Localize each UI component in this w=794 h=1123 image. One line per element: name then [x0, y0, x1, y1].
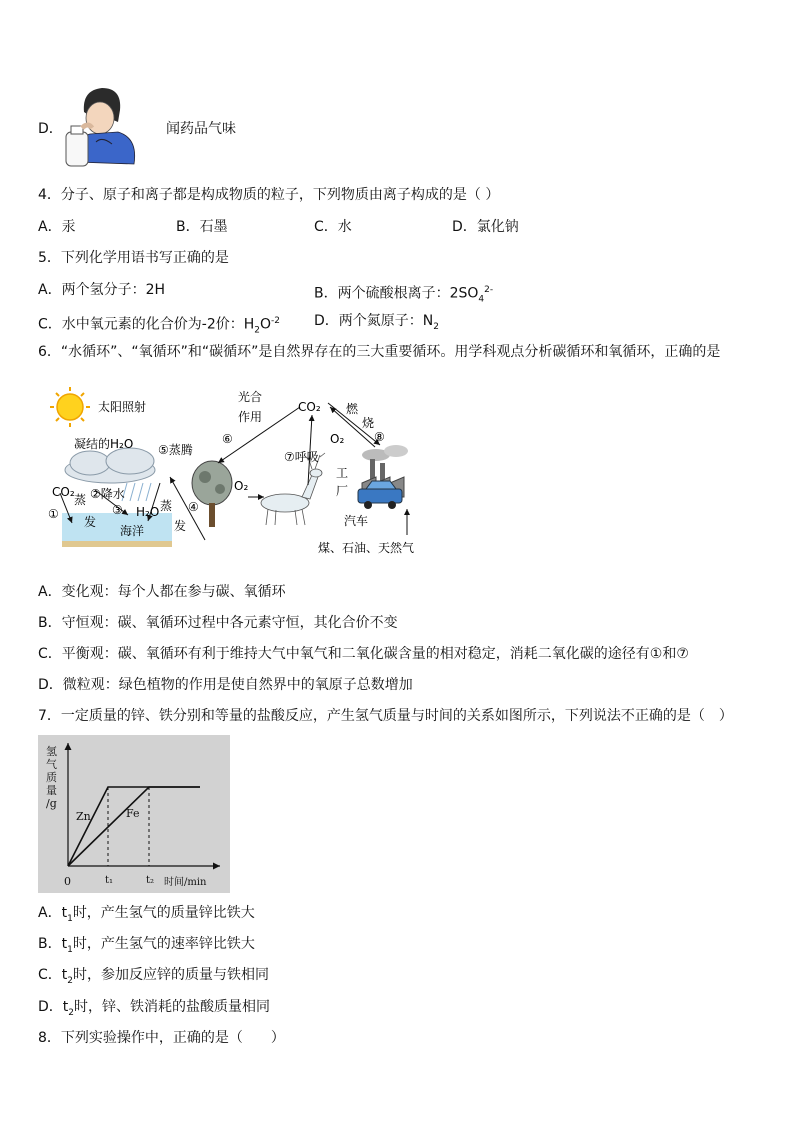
- diag-factory2: 厂: [336, 484, 349, 498]
- diag-o2-mid: O₂: [234, 479, 249, 493]
- tree-icon: [192, 461, 232, 527]
- q7-stem: 7．一定质量的锌、铁分别和等量的盐酸反应，产生氢气质量与时间的关系如图所示，下列说法不正确的是（ ）: [38, 708, 733, 724]
- cloud-label: 凝结的H₂O: [74, 437, 134, 451]
- q4-stem: 4．分子、原子和离子都是构成物质的粒子，下列物质由离子构成的是（ ）: [38, 187, 500, 203]
- diag-burn2: 烧: [362, 416, 375, 430]
- q6-option-b: B．守恒观：碳、氧循环过程中各元素守恒，其化合价不变: [38, 615, 398, 631]
- q7-option-d: D．$t_2$时，锌、铁消耗的盐酸质量相同: [38, 999, 271, 1018]
- q5-option-b: B．两个硫酸根离子：$2SO_4^{2-}$: [314, 285, 494, 305]
- series-zn-label: Zn: [76, 810, 91, 823]
- q4-option-a: A．汞: [38, 219, 76, 235]
- diag-co2-left: CO₂: [52, 485, 75, 499]
- diag-burn8: ⑧: [374, 430, 385, 444]
- diag-evap5: ⑤蒸腾: [158, 443, 193, 457]
- diag-h2o: H₂O: [136, 505, 160, 519]
- q4-option-d: D．氯化钠: [452, 219, 519, 235]
- cycle-diagram: [40, 385, 440, 560]
- ocean-label: 海洋: [120, 524, 145, 538]
- y-axis-label-part-5: /g: [46, 797, 57, 810]
- diag-o2-right: O₂: [330, 432, 345, 446]
- q7-option-c: C．$t_2$时，参加反应锌的质量与铁相同: [38, 967, 269, 986]
- diag-car: 汽车: [344, 514, 369, 528]
- q6-stem: 6．“水循环”、“氧循环”和“碳循环”是自然界存在的三大重要循环。用学科观点分析碳循环和氧循环，正确的是: [38, 344, 721, 360]
- q5-option-c: C．水中氧元素的化合价为-2价：$H_2O^{-2}$: [38, 316, 281, 336]
- cloud-icon: [65, 448, 155, 483]
- q6-option-c: C．平衡观：碳、氧循环有利于维持大气中氧气和二氧化碳含量的相对稳定，消耗二氧化碳的途径有①和⑦: [38, 646, 689, 662]
- diag-c4: ④: [188, 500, 199, 514]
- diag-steam3: 蒸: [160, 499, 173, 513]
- diag-burn1: 燃: [346, 402, 359, 416]
- q3-option-d-letter: D．: [38, 121, 63, 137]
- q8-stem: 8．下列实验操作中，正确的是（ ）: [38, 1030, 285, 1046]
- y-axis-label-part-2: 气: [46, 758, 57, 771]
- q3-option-d-caption: 闻药品气味: [166, 121, 236, 137]
- x-axis-label: 时间/min: [164, 877, 207, 888]
- diag-photo6: ⑥: [222, 432, 233, 446]
- hydrogen-chart: [38, 735, 230, 893]
- diag-steam2: 发: [84, 515, 97, 529]
- sun-icon: [50, 387, 90, 427]
- q5-option-d: D．两个氮原子：$N_2$: [314, 313, 439, 332]
- diag-photo-label1: 光合: [238, 390, 263, 404]
- q6-option-a: A．变化观：每个人都在参与碳、氧循环: [38, 584, 286, 600]
- q4-option-b: B．石墨: [176, 219, 228, 235]
- q4-option-c: C．水: [314, 219, 352, 235]
- x-tick-1: t₁: [105, 875, 114, 886]
- y-axis-label-part-1: 氢: [46, 745, 57, 758]
- series-zn-line: [68, 787, 200, 866]
- q7-option-b: B．$t_1$时，产生氢气的速率锌比铁大: [38, 936, 255, 955]
- q5-stem: 5．下列化学用语书写正确的是: [38, 250, 229, 266]
- q5-option-a: A．两个氢分子：2H: [38, 282, 166, 298]
- diag-steam4: 发: [174, 519, 187, 533]
- origin-label: 0: [64, 875, 71, 888]
- smelling-person-illustration: [62, 82, 142, 172]
- q7-option-a: A．$t_1$时，产生氢气的质量锌比铁大: [38, 905, 255, 924]
- y-axis-label-part-4: 量: [46, 784, 57, 797]
- diag-factory1: 工: [336, 466, 349, 480]
- sun-label: 太阳照射: [98, 400, 147, 414]
- diag-co2-top: CO₂: [298, 400, 321, 414]
- diag-c3: ③: [112, 503, 123, 517]
- diag-steam1: 蒸: [74, 493, 87, 507]
- diag-rain2: ②降水: [90, 487, 125, 501]
- y-axis-label-part-3: 质: [46, 771, 57, 784]
- q6-option-d: D．微粒观：绿色植物的作用是使自然界中的氧原子总数增加: [38, 677, 413, 693]
- diag-photo-label2: 作用: [238, 410, 263, 424]
- diag-resp7: ⑦呼吸: [284, 450, 319, 464]
- series-fe-label: Fe: [126, 807, 140, 820]
- x-tick-2: t₂: [146, 875, 155, 886]
- diag-c1: ①: [48, 507, 59, 521]
- diag-fuels: 煤、石油、天然气: [318, 541, 415, 555]
